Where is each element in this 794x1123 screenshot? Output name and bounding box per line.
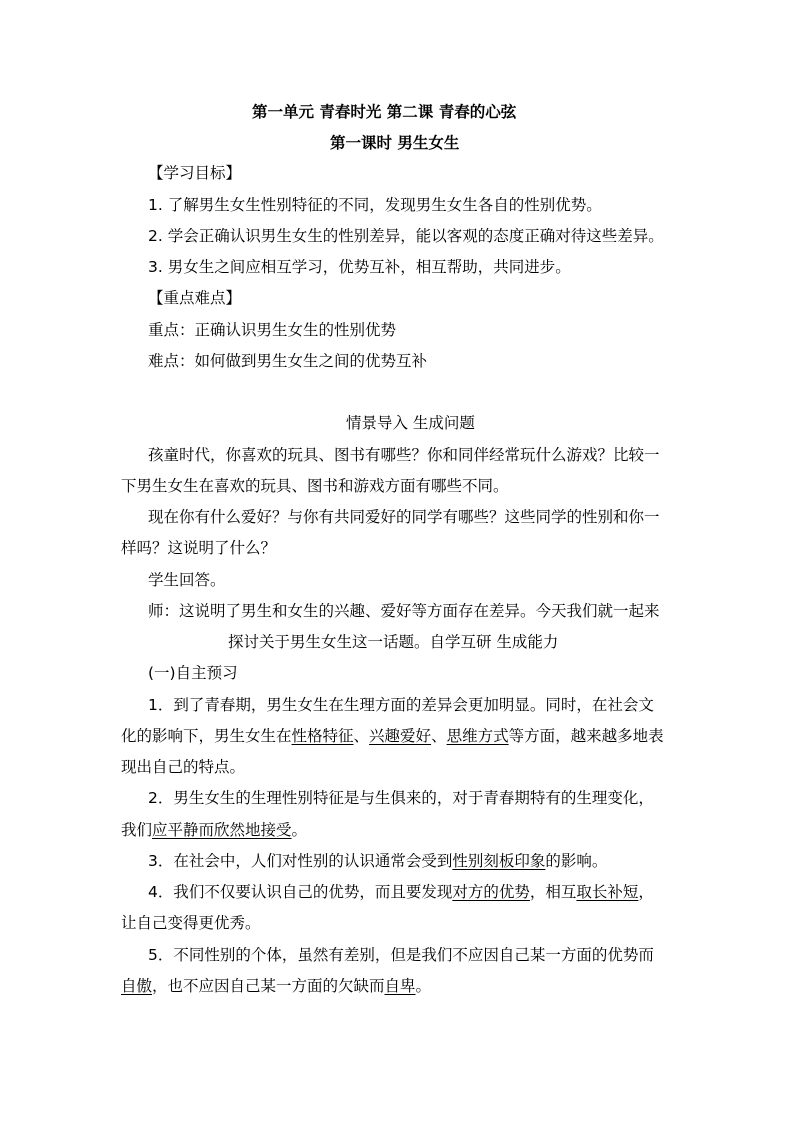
text-span: ， — [638, 883, 654, 901]
answer-thinking: 思维方式 — [446, 727, 509, 745]
difficult-point: 难点：如何做到男生女生之间的优势互补 — [148, 352, 428, 370]
answer-interests: 兴趣爱好 — [369, 727, 432, 745]
text-span: 我们 — [121, 821, 153, 839]
intro-heading: 情景导入 生成问题 — [346, 414, 475, 432]
self-study-item-2-line-2 — [121, 820, 307, 840]
answer-arrogant: 自傲 — [121, 977, 153, 995]
text-span: 、 — [431, 727, 447, 745]
answer-stereotype: 性别刻板印象 — [452, 852, 546, 870]
intro-paragraph-3: 学生回答。 — [148, 571, 226, 589]
text-span: 。 — [415, 977, 432, 995]
self-study-item-5-line-1: 5．不同性别的个体，虽然有差别，但是我们不应因自己某一方面的优势而 — [148, 946, 654, 964]
text-span: 4．我们不仅要认识自己的优势，而且要发现 — [148, 883, 453, 901]
text-span: 化的影响下，男生女生在 — [121, 727, 292, 745]
text-span: 、 — [353, 727, 370, 745]
text-span: ，也不应因自己某一方面的欠缺而 — [152, 977, 385, 995]
key-point: 重点：正确认识男生女生的性别优势 — [148, 321, 397, 339]
objective-item-1: 1. 了解男生女生性别特征的不同，发现男生女生各自的性别优势。 — [148, 196, 602, 214]
text-span: 3．在社会中，人们对性别的认识通常会受到 — [148, 852, 453, 870]
keypoints-heading: 【重点难点】 — [148, 289, 242, 307]
text-span: 等方面，越来越多地表 — [508, 727, 664, 745]
intro-paragraph-2-line-1: 现在你有什么爱好？与你有共同爱好的同学有哪些？这些同学的性别和你一 — [148, 508, 660, 526]
self-study-heading: (一)自主预习 — [148, 664, 238, 682]
intro-paragraph-1-line-1: 孩童时代，你喜欢的玩具、图书有哪些？你和同伴经常玩什么游戏？比较一 — [148, 446, 660, 464]
document-title: 第一单元 青春时光 第二课 青春的心弦 — [252, 103, 517, 121]
objective-item-3: 3. 男女生之间应相互学习，优势互补，相互帮助，共同进步。 — [148, 258, 571, 276]
answer-complement: 取长补短 — [576, 883, 639, 901]
text-span: 的影响。 — [545, 852, 608, 870]
text-span: ，相互 — [529, 883, 577, 901]
self-study-item-1-line-2 — [121, 726, 664, 746]
intro-paragraph-1-line-2: 下男生女生在喜欢的玩具、图书和游戏方面有哪些不同。 — [121, 477, 509, 495]
self-study-item-3 — [148, 851, 607, 871]
lesson-subtitle: 第一课时 男生女生 — [330, 134, 460, 152]
text-span: 。 — [291, 821, 308, 839]
answer-others-strength: 对方的优势 — [452, 883, 530, 901]
answer-inferior: 自卑 — [384, 977, 416, 995]
objectives-heading: 【学习目标】 — [148, 164, 242, 182]
answer-accept: 应平静而欣然地接受 — [152, 821, 292, 839]
self-study-item-4-line-1 — [148, 882, 654, 902]
answer-personality: 性格特征 — [291, 727, 354, 745]
self-study-item-1-line-1: 1．到了青春期，男生女生在生理方面的差异会更加明显。同时，在社会文 — [148, 696, 654, 714]
intro-paragraph-2-line-2: 样吗？这说明了什么？ — [121, 539, 277, 557]
self-study-item-4-line-2: 让自己变得更优秀。 — [121, 914, 261, 932]
intro-paragraph-4-line-2: 探讨关于男生女生这一话题。自学互研 生成能力 — [228, 633, 559, 651]
self-study-item-5-line-2 — [121, 976, 431, 996]
objective-item-2: 2. 学会正确认识男生女生的性别差异，能以客观的态度正确对待这些差异。 — [148, 227, 664, 245]
intro-paragraph-4-line-1: 师：这说明了男生和女生的兴趣、爱好等方面存在差异。今天我们就一起来 — [148, 602, 660, 620]
self-study-item-2-line-1: 2．男生女生的生理性别特征是与生俱来的，对于青春期特有的生理变化， — [148, 789, 654, 807]
self-study-item-1-line-3: 现出自己的特点。 — [121, 758, 246, 776]
